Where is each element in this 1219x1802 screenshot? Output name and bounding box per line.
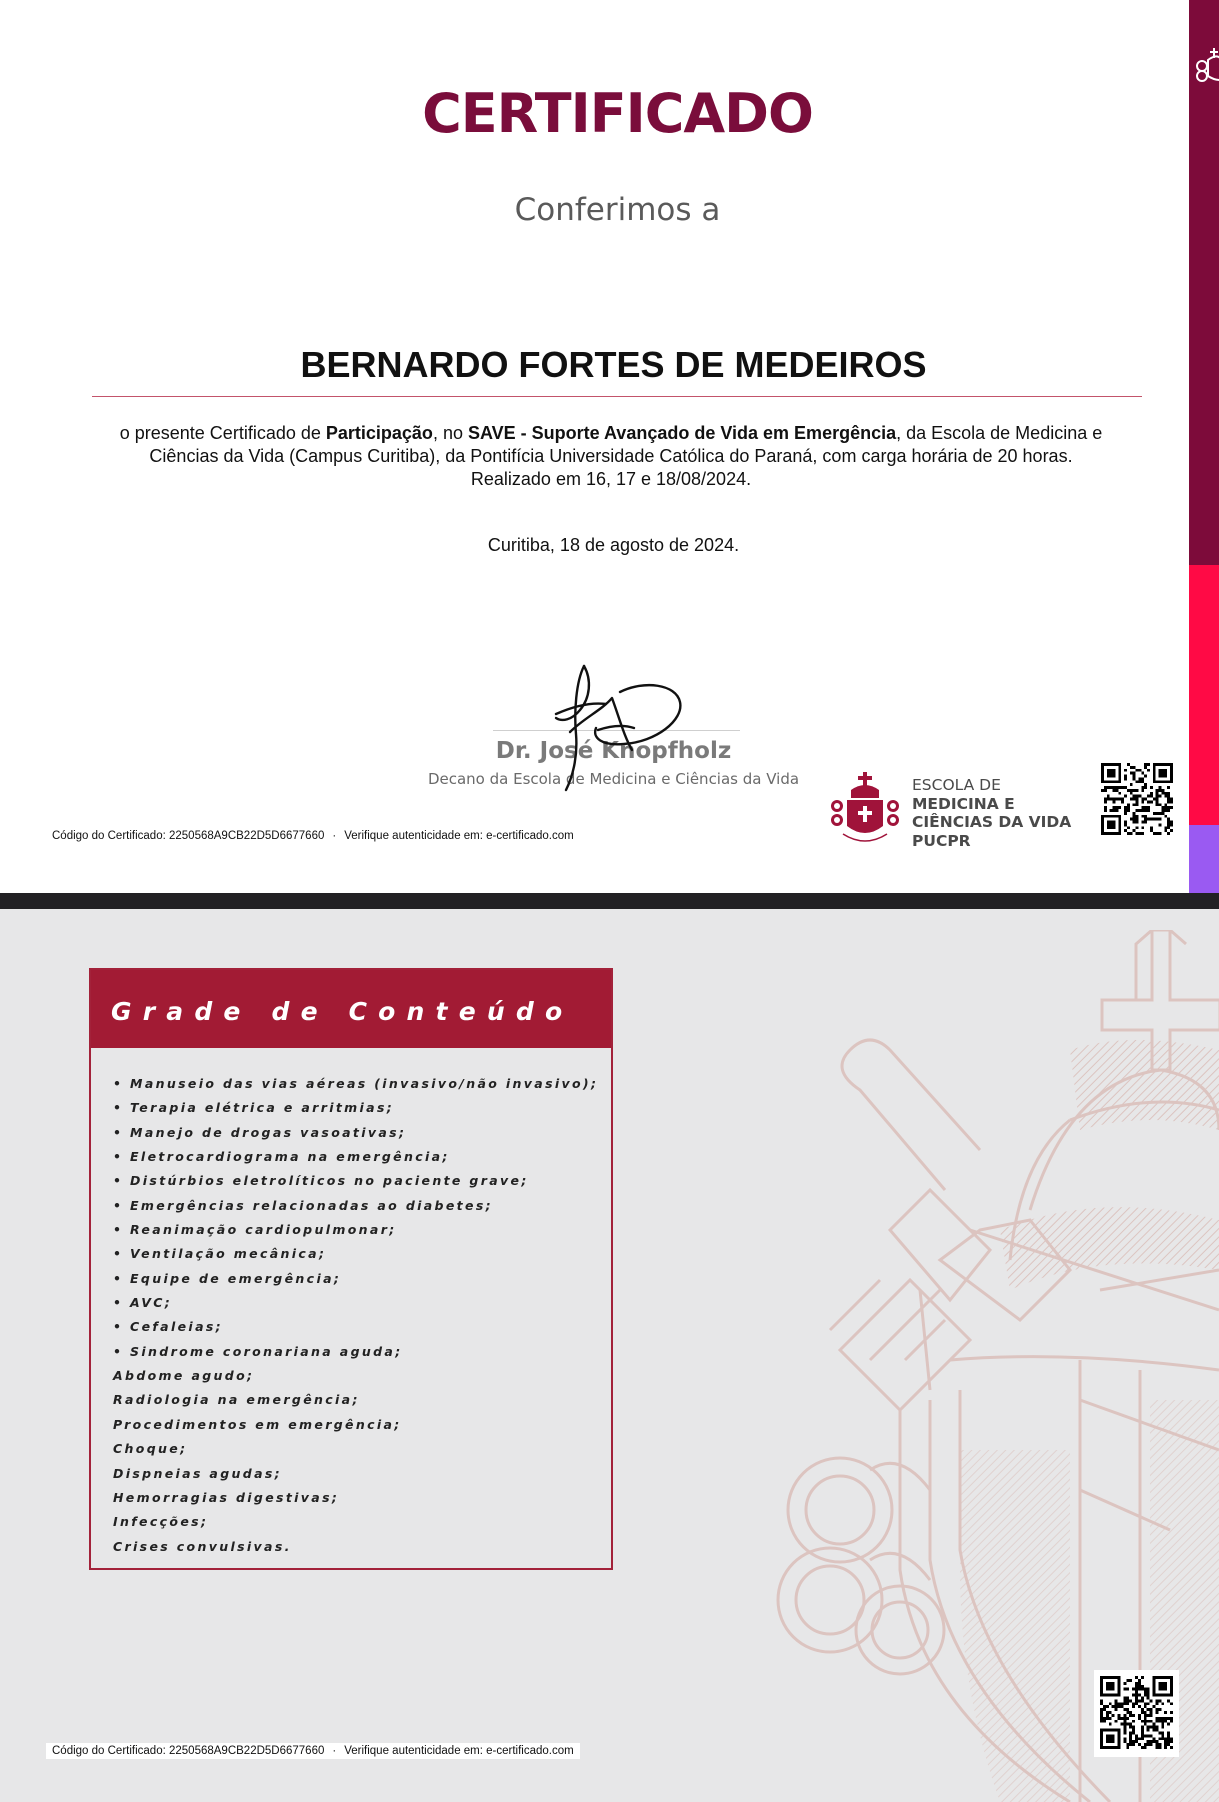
certificate-front xyxy=(0,0,1219,893)
intro-text: Conferimos a xyxy=(514,192,721,228)
page-divider xyxy=(0,893,1219,909)
content-item: • AVC; xyxy=(113,1295,173,1311)
content-item: Infecções; xyxy=(113,1514,209,1530)
content-item: Dispneias agudas; xyxy=(113,1465,282,1481)
content-item: • Emergências relacionadas ao diabetes; xyxy=(113,1197,493,1213)
school-name-line-1: ESCOLA DE xyxy=(912,776,1001,794)
signatory-name: Dr. José Knopfholz xyxy=(495,738,732,764)
school-name-line-2: MEDICINA E xyxy=(912,794,1015,813)
content-item: • Ventilação mecânica; xyxy=(113,1246,327,1262)
content-item: • Manejo de drogas vasoativas; xyxy=(113,1124,407,1140)
strip-emblem-icon xyxy=(1194,46,1219,86)
qr-code-icon-back[interactable] xyxy=(1100,1676,1173,1749)
verify-link[interactable]: Verifique autenticidade em: e-certificado.com xyxy=(344,830,574,842)
certificate-body xyxy=(96,422,1126,491)
signatory-role: Decano da Escola de Medicina e Ciências da Vida xyxy=(427,770,800,788)
content-item: • Cefaleias; xyxy=(113,1319,223,1335)
certificate-code-line-back xyxy=(46,1743,580,1759)
recipient-name: BERNARDO FORTES DE MEDEIROS xyxy=(300,344,927,385)
content-grid-box xyxy=(89,968,613,1570)
handwritten-signature xyxy=(550,662,690,796)
school-name-line-4: PUCPR xyxy=(912,831,971,850)
content-items-list xyxy=(113,1072,598,1559)
content-item: Radiologia na emergência; xyxy=(113,1392,360,1408)
name-underline xyxy=(92,396,1142,397)
certificate-code-line xyxy=(52,830,574,842)
pucpr-emblem-icon xyxy=(829,770,901,846)
body-text-1: o presente Certificado de xyxy=(119,423,326,443)
content-grid-header xyxy=(91,970,611,1048)
certificate-title: CERTIFICADO xyxy=(422,82,813,145)
content-item: Hemorragias digestivas; xyxy=(113,1489,340,1505)
content-item: • Manuseio das vias aéreas (invasivo/não invasivo); xyxy=(113,1076,599,1091)
course-dates: Realizado em 16, 17 e 18/08/2024. xyxy=(470,469,752,489)
code-separator: · xyxy=(332,830,337,842)
certificate-code-back: Código do Certificado: 2250568A9CB22D5D6677660 xyxy=(52,1745,325,1757)
content-item: • Equipe de emergência; xyxy=(113,1270,342,1286)
participation-type: Participação xyxy=(325,423,433,443)
school-name xyxy=(912,776,1071,850)
verify-link-back[interactable]: Verifique autenticidade em: e-certificado.com xyxy=(344,1745,574,1757)
content-item: Procedimentos em emergência; xyxy=(113,1416,402,1432)
course-name: SAVE - Suporte Avançado de Vida em Emergência xyxy=(467,423,897,443)
place-date: Curitiba, 18 de agosto de 2024. xyxy=(487,535,740,555)
code-separator-back: · xyxy=(332,1745,337,1757)
content-item: • Eletrocardiograma na emergência; xyxy=(113,1149,450,1165)
school-name-line-3: CIÊNCIAS DA VIDA xyxy=(912,813,1072,831)
content-item: • Sindrome coronariana aguda; xyxy=(113,1343,403,1359)
body-text-2: , no xyxy=(432,423,468,443)
qr-code-icon[interactable] xyxy=(1101,763,1173,835)
content-item: • Terapia elétrica e arritmias; xyxy=(113,1100,395,1116)
content-item: Abdome agudo; xyxy=(113,1368,255,1384)
content-item: Choque; xyxy=(113,1441,188,1457)
content-grid-title: Grade de Conteúdo xyxy=(111,997,574,1026)
body-text-3: , da Escola de Medicina e Ciências da Vida (Campus Curitiba), da Pontifícia Universidade Católica do Paraná, com carga horária de 20 horas. xyxy=(149,423,1103,466)
certificate-code: Código do Certificado: 2250568A9CB22D5D6677660 xyxy=(52,830,325,842)
content-item: Crises convulsivas. xyxy=(113,1538,292,1554)
strip-segment-purple xyxy=(1189,825,1219,893)
content-item: • Reanimação cardiopulmonar; xyxy=(113,1222,397,1238)
content-item: • Distúrbios eletrolíticos no paciente grave; xyxy=(113,1173,529,1189)
